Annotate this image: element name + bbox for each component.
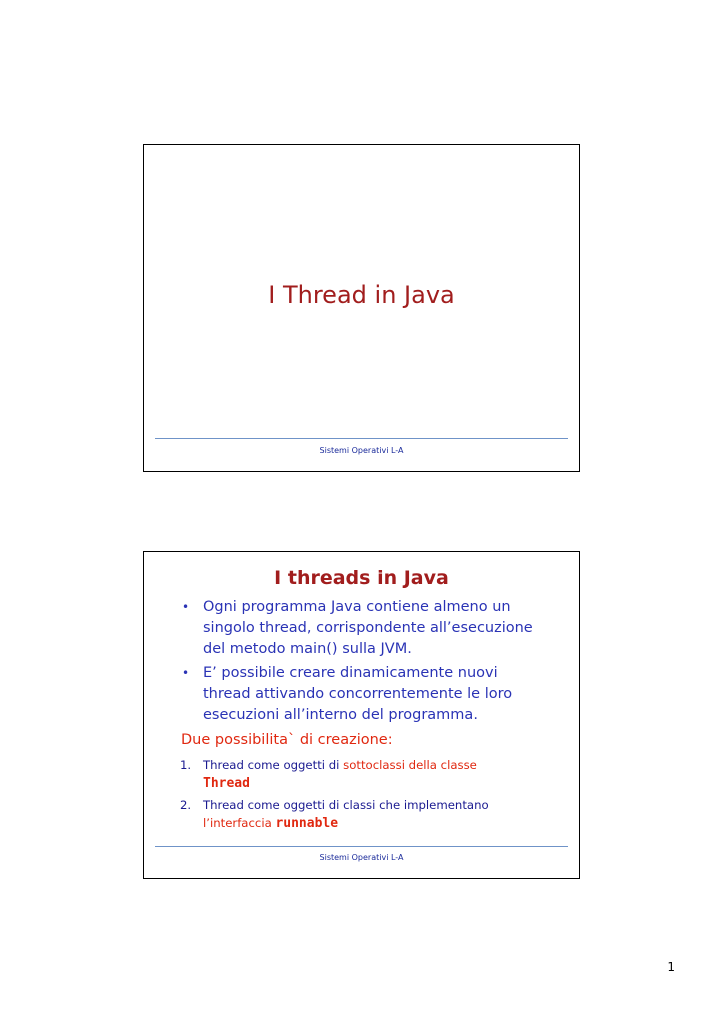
bullet-marker: • <box>182 666 190 680</box>
interface-name-code: runnable <box>275 816 339 831</box>
slide-2-title: I threads in Java <box>274 567 449 589</box>
bullet-item <box>172 597 549 660</box>
bullet-item <box>172 663 549 726</box>
slide-1-footer: Sistemi Operativi L-A <box>319 446 404 455</box>
numbered-item <box>180 796 539 833</box>
slide-2 <box>143 551 580 879</box>
item-text: Thread come oggetti di classi che implementano <box>203 798 489 812</box>
bullet-marker: • <box>182 600 190 614</box>
item-number: 1. <box>180 758 192 772</box>
item-number: 2. <box>180 798 192 812</box>
slide-2-footer-divider <box>155 846 568 847</box>
slide-2-footer: Sistemi Operativi L-A <box>319 853 404 862</box>
bullet-text: E’ possibile creare dinamicamente nuovi thread attivando concorrentemente le loro esecuzioni all’interno del programma. <box>203 665 513 723</box>
page-number: 1 <box>667 960 675 974</box>
bullet-list <box>172 597 549 729</box>
item-highlight: sottoclassi della classe <box>343 758 477 772</box>
numbered-list <box>180 756 539 836</box>
class-name-code: Thread <box>203 776 250 791</box>
item-text: Thread come oggetti di <box>203 758 344 772</box>
slide-1-title: I Thread in Java <box>268 281 455 309</box>
slide-1 <box>143 144 580 472</box>
bullet-text: Ogni programma Java contiene almeno un singolo thread, corrispondente all’esecuzione del metodo main() sulla JVM. <box>203 599 533 657</box>
numbered-item <box>180 756 539 793</box>
creation-options-heading: Due possibilita` di creazione: <box>181 732 393 748</box>
slide-1-footer-divider <box>155 438 568 439</box>
item-highlight: l’interfaccia <box>203 816 276 830</box>
